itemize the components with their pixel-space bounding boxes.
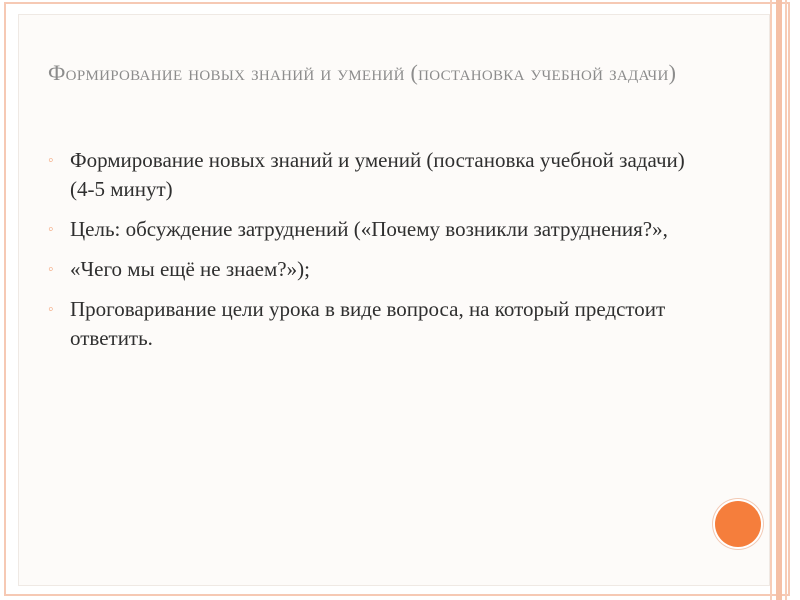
bullet-item [48, 295, 708, 353]
bullet-text: Формирование новых знаний и умений (постановка учебной задачи) (4-5 минут) [70, 148, 685, 201]
decorative-stripe [776, 0, 782, 600]
bullet-text: Цель: обсуждение затруднений («Почему возникли затруднения?», [70, 217, 668, 241]
bullet-marker-icon: ◦ [48, 152, 54, 169]
bullet-item [48, 215, 708, 244]
decorative-stripe [770, 0, 772, 600]
decorative-circle-icon [715, 501, 761, 547]
bullet-marker-icon: ◦ [48, 261, 54, 278]
bullet-text: «Чего мы ещё не знаем?»); [70, 257, 310, 281]
bullet-marker-icon: ◦ [48, 301, 54, 318]
bullet-marker-icon: ◦ [48, 221, 54, 238]
bullet-item [48, 146, 708, 204]
bullet-text: Проговаривание цели урока в виде вопроса, на который предстоит ответить. [70, 297, 666, 350]
slide-title: Формирование новых знаний и умений (постановка учебной задачи) [48, 60, 677, 85]
bullet-list [48, 146, 708, 364]
bullet-item [48, 255, 708, 284]
decorative-stripe [785, 0, 787, 600]
